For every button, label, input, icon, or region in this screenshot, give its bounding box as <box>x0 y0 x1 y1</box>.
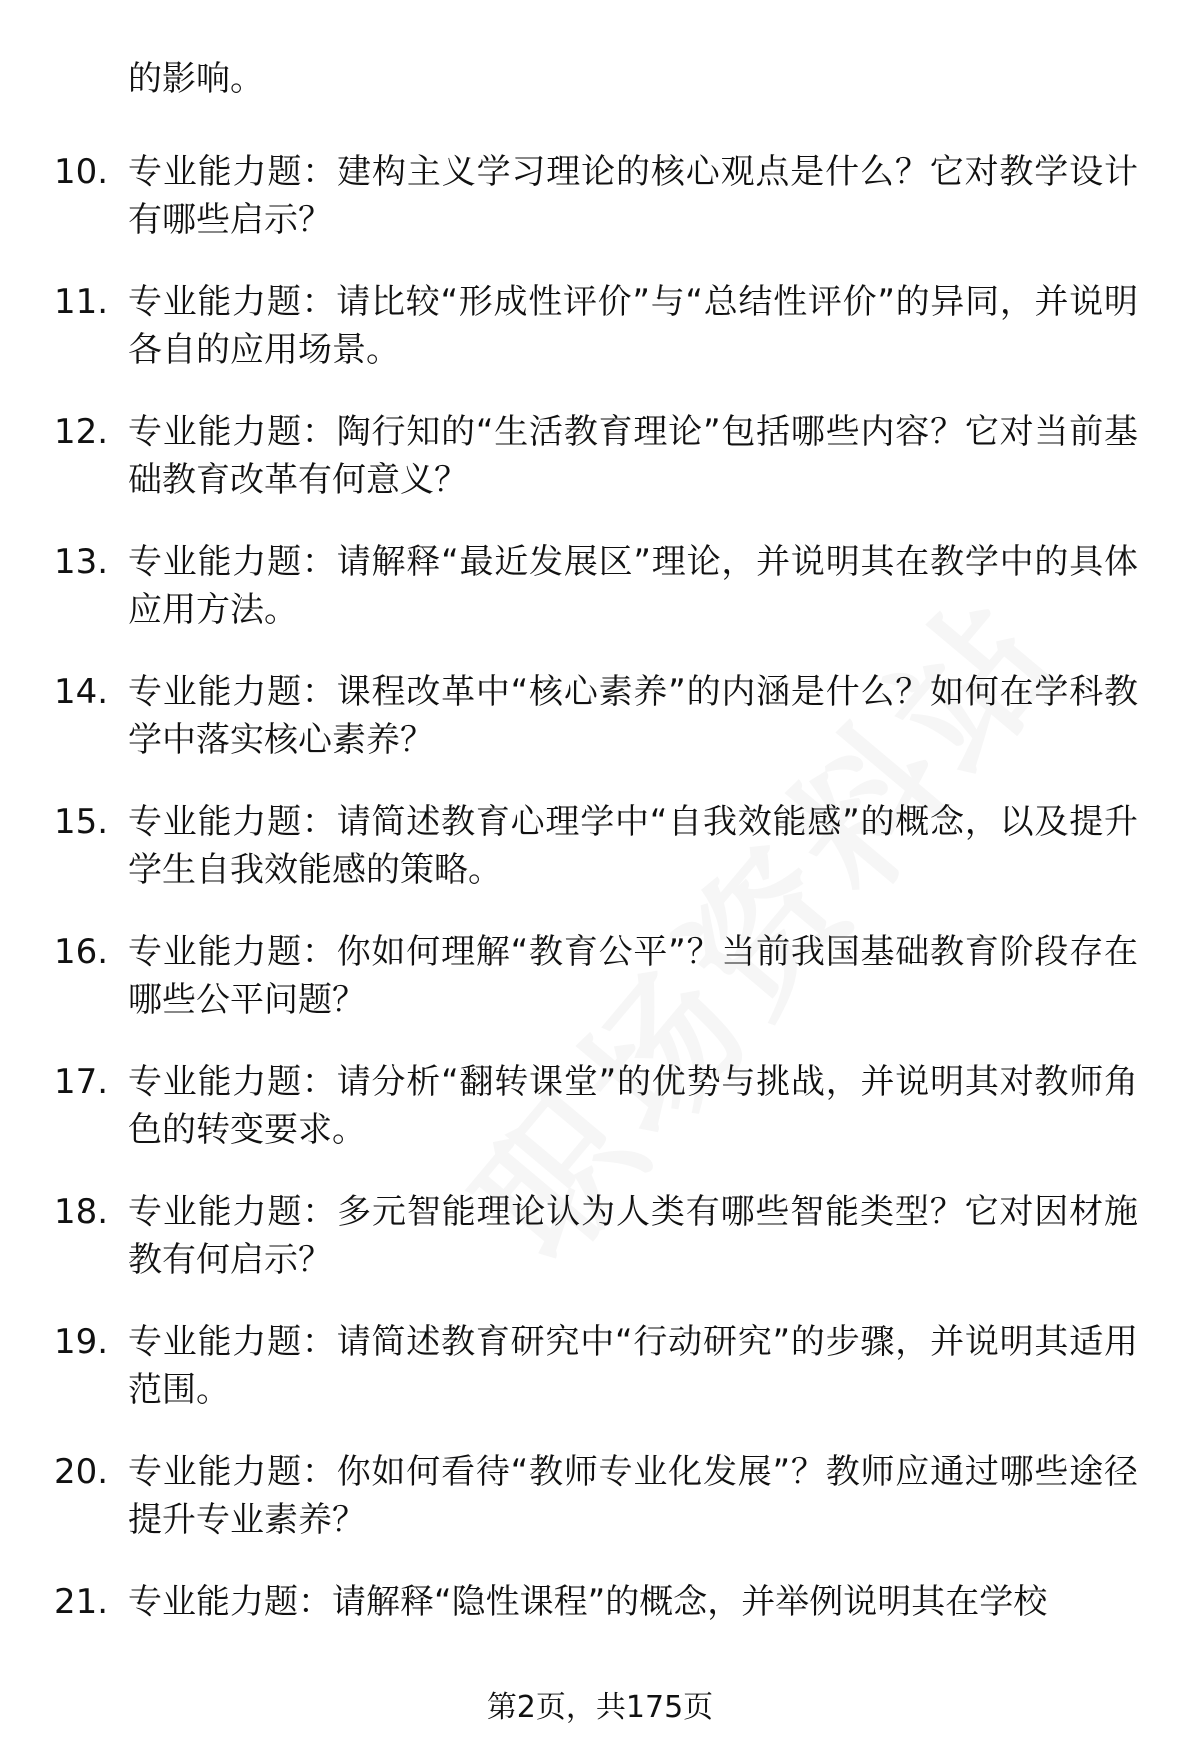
question-number: 18. <box>54 1192 109 1232</box>
question-text: 专业能力题：请简述教育研究中“行动研究”的步骤，并说明其适用范围。 <box>128 1322 1138 1410</box>
list-item <box>0 910 1200 1040</box>
list-item <box>0 260 1200 390</box>
question-number: 12. <box>54 412 109 452</box>
question-number: 20. <box>54 1452 109 1492</box>
list-item <box>0 780 1200 910</box>
list-item <box>0 1300 1200 1430</box>
continued-text: 的影响。 <box>128 59 264 99</box>
question-text: 专业能力题：多元智能理论认为人类有哪些智能类型？它对因材施教有何启示？ <box>128 1192 1138 1280</box>
question-number: 10. <box>54 152 109 192</box>
question-text: 专业能力题：请比较“形成性评价”与“总结性评价”的异同，并说明各自的应用场景。 <box>128 282 1138 370</box>
question-number: 14. <box>54 672 109 712</box>
list-item <box>0 1040 1200 1170</box>
page-footer: 第2页，共175页 <box>486 1690 714 1725</box>
question-text: 专业能力题：请解释“最近发展区”理论，并说明其在教学中的具体应用方法。 <box>128 542 1138 630</box>
question-text: 专业能力题：课程改革中“核心素养”的内涵是什么？如何在学科教学中落实核心素养？ <box>128 672 1138 760</box>
question-text: 专业能力题：建构主义学习理论的核心观点是什么？它对教学设计有哪些启示？ <box>128 152 1138 240</box>
question-list <box>0 130 1200 1690</box>
question-text: 专业能力题：你如何看待“教师专业化发展”？教师应通过哪些途径提升专业素养？ <box>128 1452 1138 1540</box>
question-number: 16. <box>54 932 109 972</box>
question-text: 专业能力题：请解释“隐性课程”的概念，并举例说明其在学校 <box>128 1582 1048 1622</box>
question-text: 专业能力题：你如何理解“教育公平”？当前我国基础教育阶段存在哪些公平问题？ <box>128 932 1138 1020</box>
list-item <box>0 1170 1200 1300</box>
question-number: 13. <box>54 542 109 582</box>
list-item <box>0 130 1200 260</box>
question-text: 专业能力题：陶行知的“生活教育理论”包括哪些内容？它对当前基础教育改革有何意义？ <box>128 412 1138 500</box>
question-text: 专业能力题：请分析“翻转课堂”的优势与挑战，并说明其对教师角色的转变要求。 <box>128 1062 1138 1150</box>
list-item <box>0 1430 1200 1560</box>
list-item <box>0 520 1200 650</box>
list-item <box>0 390 1200 520</box>
question-number: 15. <box>54 802 109 842</box>
question-number: 17. <box>54 1062 109 1102</box>
question-number: 11. <box>54 282 109 322</box>
list-item <box>0 1560 1200 1690</box>
question-number: 21. <box>54 1582 109 1622</box>
question-number: 19. <box>54 1322 109 1362</box>
list-item <box>0 650 1200 780</box>
question-text: 专业能力题：请简述教育心理学中“自我效能感”的概念，以及提升学生自我效能感的策略。 <box>128 802 1138 890</box>
